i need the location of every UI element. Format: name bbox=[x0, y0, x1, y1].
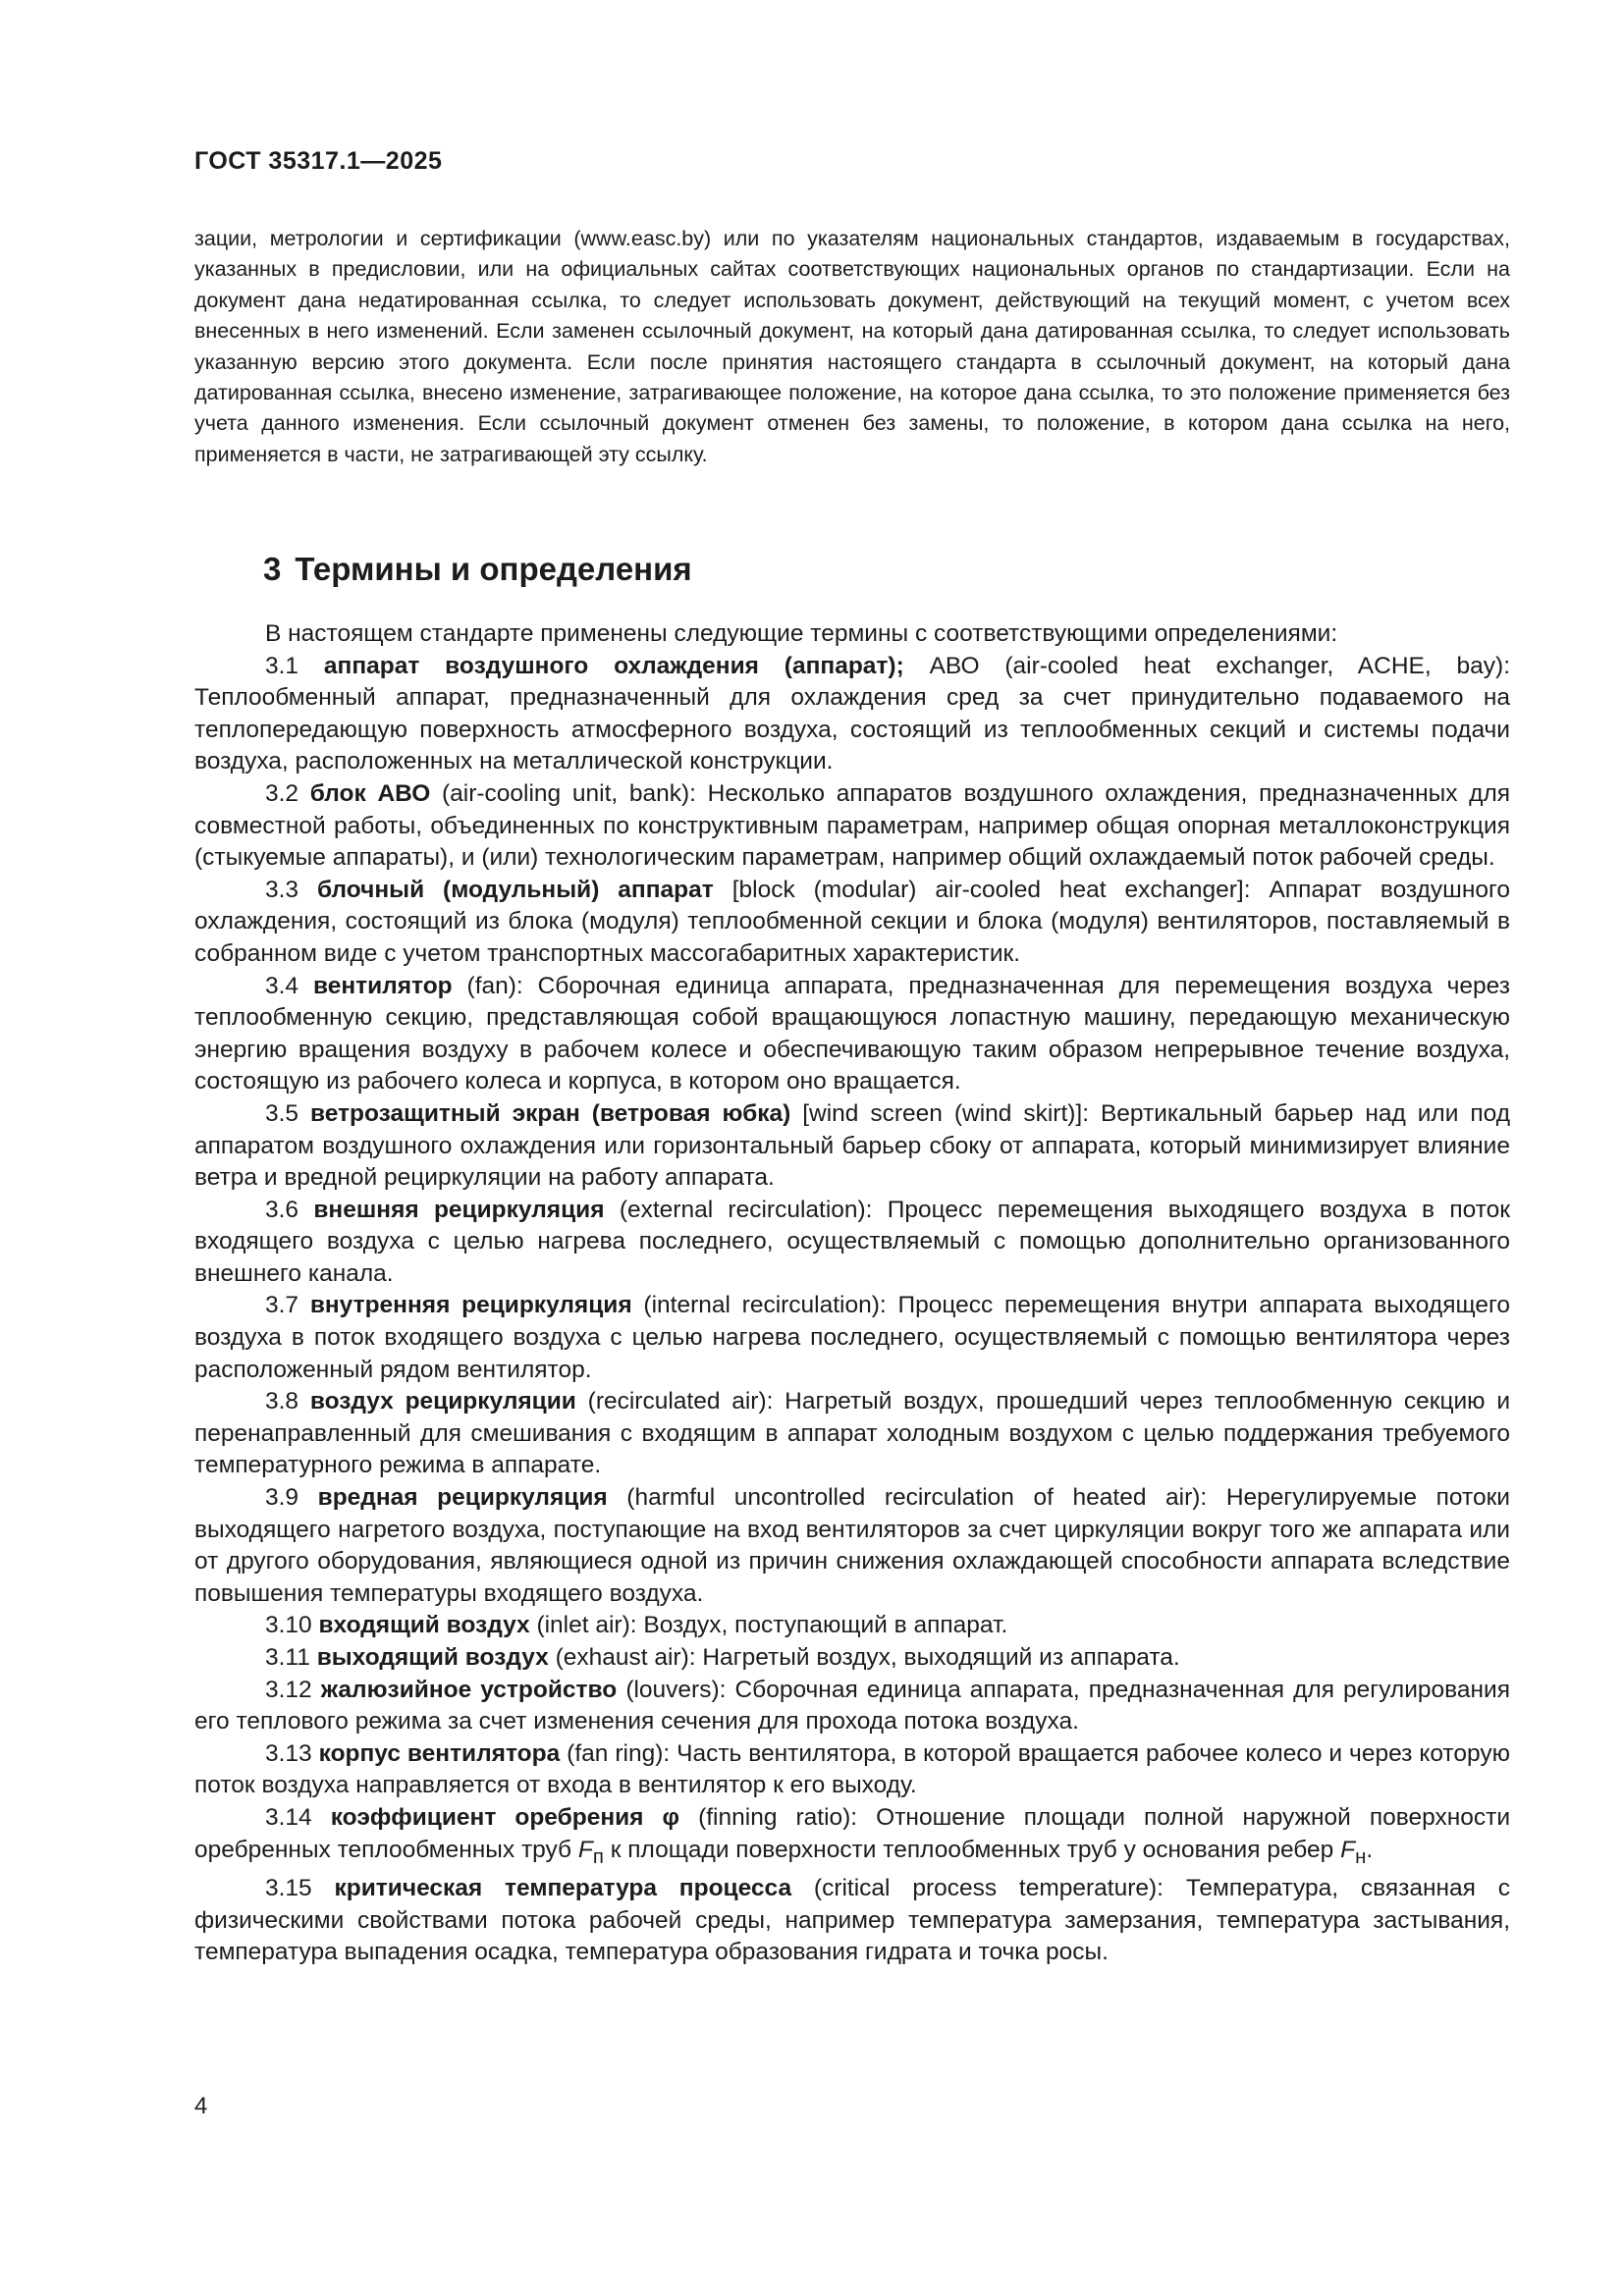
term-number: 3.12 bbox=[265, 1676, 312, 1703]
term-definition: (louvers): Сборочная единица аппарата, предназначенная для регулирования его теплового режима за счет изменения сечения для прохода потока воздуха. bbox=[194, 1676, 1510, 1735]
symbol-subscript: п bbox=[592, 1845, 604, 1868]
term-definition: (critical process temperature): Температура, связанная с физическими свойствами потока рабочей среды, например температура замерзания, температура застывания, температура выпадения осадка, температура образования гидрата и точка росы. bbox=[194, 1875, 1510, 1966]
term-entry bbox=[194, 1642, 1510, 1675]
term-entry bbox=[194, 1738, 1510, 1802]
term-name: жалюзийное устройство bbox=[320, 1676, 618, 1703]
term-name: вредная рециркуляция bbox=[317, 1484, 608, 1512]
term-number: 3.4 bbox=[265, 972, 299, 999]
section-title bbox=[263, 551, 692, 588]
term-name: внешняя рециркуляция bbox=[313, 1196, 605, 1223]
term-name: выходящий воздух bbox=[316, 1644, 549, 1671]
term-definition: (external recirculation): Процесс перемещения выходящего воздуха в поток входящего воздуха с целью нагрева последнего, осуществляемый с помощью дополнительно организованного внешнего канала. bbox=[194, 1196, 1511, 1287]
term-name: ветрозащитный экран (ветровая юбка) bbox=[310, 1099, 791, 1127]
term-entry bbox=[194, 1873, 1510, 1969]
term-number: 3.2 bbox=[265, 779, 299, 807]
term-name: входящий воздух bbox=[318, 1612, 530, 1639]
term-definition: (air-cooling unit, bank): Несколько аппаратов воздушного охлаждения, предназначенных для совместной работы, объединенных по конструктивным параметрам, например общая опорная металлоконструкция (стыкуемые аппараты), и (или) технологическим параметрам, например общий охлаждаемый поток рабочей среды. bbox=[194, 779, 1511, 872]
term-entry bbox=[194, 1098, 1510, 1195]
intro-paragraph: зации, метрологии и сертификации (www.easc.by) или по указателям национальных стандартов, издаваемым в государствах, указанных в предисловии, или на официальных сайтах соответствующих национальных органов по стандартизации. Если на документ дана недатированная ссылка, то следует использовать документ, действующий на текущий момент, с учетом всех внесенных в него изменений. Если заменен ссылочный документ, на который дана датированная ссылка, то следует использовать указанную версию этого документа. Если после принятия настоящего стандарта в ссылочный документ, на который дана датированная ссылка, внесено изменение, затрагивающее положение, на которое дана ссылка, то это положение применяется без учета данного изменения. Если ссылочный документ отменен без замены, то положение, в котором дана ссылка на него, применяется в части, не затрагивающей эту ссылку. bbox=[194, 227, 1510, 466]
term-entry bbox=[194, 1195, 1510, 1291]
symbol-f: F bbox=[1340, 1836, 1356, 1863]
term-number: 3.7 bbox=[265, 1292, 299, 1319]
term-name: критическая температура процесса bbox=[334, 1875, 792, 1902]
term-definition: (recirculated air): Нагретый воздух, прошедший через теплообменную секцию и перенаправленный для смешивания с входящим в аппарат холодным воздухом с целью поддержания требуемого температурного режима в аппарате. bbox=[194, 1388, 1511, 1479]
term-definition-cont: к площади поверхности теплообменных труб у основания ребер bbox=[610, 1836, 1334, 1863]
term-entry bbox=[194, 1610, 1510, 1642]
term-name: корпус вентилятора bbox=[318, 1739, 561, 1767]
term-number: 3.15 bbox=[265, 1875, 312, 1902]
term-entry bbox=[194, 1482, 1510, 1610]
term-entry bbox=[194, 1290, 1510, 1386]
term-definition: (exhaust air): Нагретый воздух, выходящий из аппарата. bbox=[555, 1644, 1180, 1671]
term-name: вентилятор bbox=[312, 972, 453, 999]
term-name: воздух рециркуляции bbox=[309, 1388, 576, 1415]
term-number: 3.13 bbox=[265, 1739, 312, 1767]
term-name: блочный (модульный) аппарат bbox=[317, 876, 714, 903]
term-definition: [block (modular) air-cooled heat exchanger]: Аппарат воздушного охлаждения, состоящий из блока (модуля) теплообменной секции и блока (модуля) вентиляторов, поставляемый в собранном виде с учетом транспортных массогабаритных характеристик. bbox=[194, 876, 1510, 967]
term-entry bbox=[194, 971, 1510, 1098]
term-entry-finning-ratio bbox=[194, 1802, 1510, 1873]
symbol-f: F bbox=[577, 1836, 593, 1863]
term-definition: (fan): Сборочная единица аппарата, предназначенная для перемещения воздуха через теплообменную секцию, представляющая собой вращающуюся лопастную машину, передающую механическую энергию вращения воздуху в рабочем колесе и обеспечивающую таким образом непрерывное течение воздуха, состоящую из рабочего колеса и корпуса, в котором оно вращается. bbox=[194, 972, 1510, 1095]
term-number: 3.14 bbox=[265, 1803, 312, 1831]
term-number: 3.1 bbox=[265, 652, 299, 679]
section-lead: В настоящем стандарте применены следующие термины с соответствующими определениями: bbox=[265, 620, 1338, 647]
term-definition-end: . bbox=[1366, 1836, 1374, 1863]
term-number: 3.3 bbox=[265, 876, 299, 903]
term-name: коэффициент оребрения φ bbox=[330, 1803, 680, 1831]
term-definition: (internal recirculation): Процесс перемещения внутри аппарата выходящего воздуха в поток входящего воздуха с целью нагрева последнего, осуществляемый с помощью вентилятора через расположенный рядом вентилятор. bbox=[194, 1292, 1510, 1383]
term-number: 3.5 bbox=[265, 1099, 299, 1127]
term-name: аппарат воздушного охлаждения (аппарат); bbox=[323, 652, 904, 679]
term-number: 3.11 bbox=[265, 1644, 310, 1671]
symbol-subscript: н bbox=[1355, 1845, 1367, 1868]
term-number: 3.8 bbox=[265, 1388, 299, 1415]
term-definition: АВО (air-cooled heat exchanger, ACHE, bay): Теплообменный аппарат, предназначенный для охлаждения сред за счет принудительно подаваемого на теплопередающую поверхность атмосферного воздуха, состоящий из теплообменных секций и системы подачи воздуха, расположенных на металлической конструкции. bbox=[194, 652, 1510, 775]
term-number: 3.9 bbox=[265, 1484, 299, 1512]
page-number: 4 bbox=[194, 2093, 208, 2119]
term-entry bbox=[194, 1675, 1510, 1738]
term-name: блок АВО bbox=[309, 779, 431, 807]
term-definition: (inlet air): Воздух, поступающий в аппарат. bbox=[536, 1612, 1008, 1639]
term-definition: [wind screen (wind skirt)]: Вертикальный барьер над или под аппаратом воздушного охлаждения или горизонтальный барьер сбоку от аппарата, который минимизирует влияние ветра и вредной рециркуляции на работу аппарата. bbox=[194, 1099, 1510, 1192]
terms-list bbox=[194, 618, 1510, 1969]
term-definition: (fan ring): Часть вентилятора, в которой вращается рабочее колесо и через которую поток воздуха направляется от входа в вентилятор к его выходу. bbox=[194, 1739, 1510, 1799]
document-code-header: ГОСТ 35317.1—2025 bbox=[194, 147, 443, 175]
term-number: 3.6 bbox=[265, 1196, 299, 1223]
term-name: внутренняя рециркуляция bbox=[309, 1292, 632, 1319]
section-title-text: Термины и определения bbox=[295, 551, 692, 587]
term-number: 3.10 bbox=[265, 1612, 312, 1639]
section-number: 3 bbox=[263, 551, 282, 587]
term-entry bbox=[194, 875, 1510, 971]
term-entry bbox=[194, 778, 1510, 875]
term-definition: (finning ratio): Отношение площади полной наружной поверхности оребренных теплообменных труб bbox=[194, 1803, 1511, 1863]
term-definition: (harmful uncontrolled recirculation of heated air): Нерегулируемые потоки выходящего нагретого воздуха, поступающие на вход вентиляторов за счет циркуляции вокруг того же аппарата или от другого оборудования, являющиеся одной из причин снижения охлаждающей способности аппарата вследствие повышения температуры входящего воздуха. bbox=[194, 1484, 1510, 1607]
term-entry bbox=[194, 1386, 1510, 1482]
term-entry bbox=[194, 651, 1510, 778]
